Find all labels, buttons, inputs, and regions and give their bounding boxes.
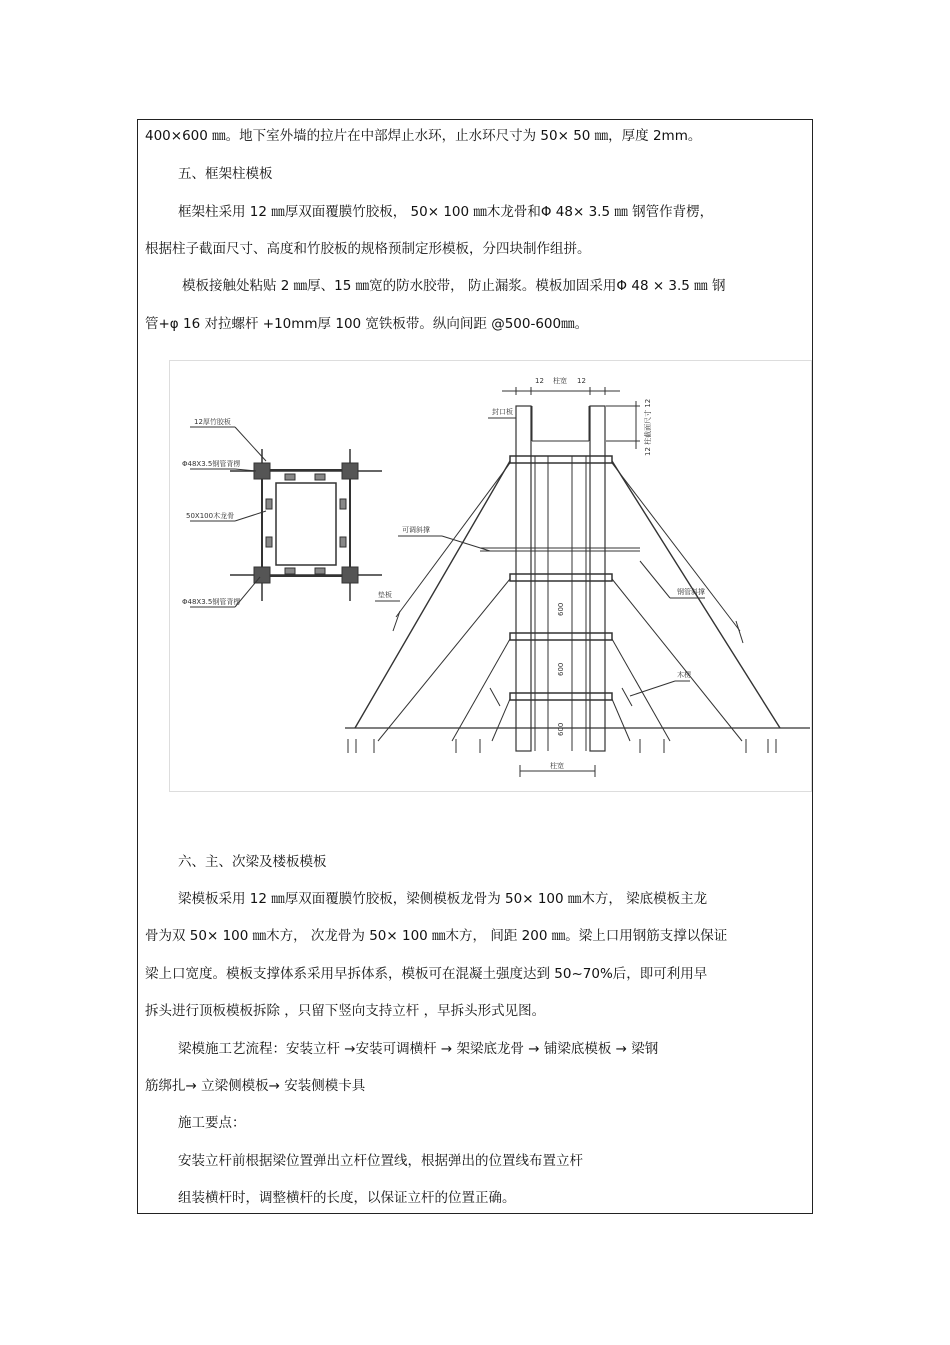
dim-bottom: 柱宽 [550, 762, 564, 770]
text-line: 拆头进行顶板模板拆除 ，只留下竖向支持立杆 ，早拆头形式见图。 [145, 1003, 546, 1019]
text-line: 骨为双 50× 100 ㎜木方， 次龙骨为 50× 100 ㎜木方， 间距 200 ㎜。梁上口用钢筋支撑以保证 [145, 928, 728, 944]
text-line: 400×600 ㎜。地下室外墙的拉片在中部焊止水环，止水环尺寸为 50× 50 ㎜，厚度 2mm。 [145, 128, 702, 144]
dim-top-left: 12 [535, 377, 544, 385]
text-line: 梁模板采用 12 ㎜厚双面覆膜竹胶板，梁侧模板龙骨为 50× 100 ㎜木方， 梁底模板主龙 [178, 891, 708, 907]
plan-label-steel-bottom: Φ48X3.5钢管背楞 [182, 598, 241, 606]
plan-label-keel: 50X100木龙骨 [186, 512, 235, 520]
section-heading: 五、框架柱模板 [178, 166, 273, 182]
text-line: 根据柱子截面尺寸、高度和竹胶板的规格预制定形模板，分四块制作组拼。 [145, 241, 591, 257]
text-line: 安装立杆前根据梁位置弹出立杆位置线，根据弹出的位置线布置立杆 [178, 1153, 583, 1169]
span-label-2: 600 [557, 662, 565, 676]
text-line: 管+φ 16 对拉螺杆 +10mm厚 100 宽铁板带。纵向间距 @500-600㎜。 [145, 316, 589, 332]
text-line: 施工要点： [178, 1115, 246, 1131]
label-foot-pad: 垫板 [378, 591, 392, 599]
plan-label-steel-top: Φ48X3.5钢管背楞 [182, 460, 241, 468]
plan-label-board: 12厚竹胶板 [194, 418, 231, 426]
dim-side: 12 柱截面尺寸 12 [644, 398, 652, 456]
formwork-drawing [170, 361, 811, 791]
label-steel-brace: 钢管斜撑 [677, 588, 705, 596]
dim-top-right: 12 [577, 377, 586, 385]
section-heading: 六、主、次梁及楼板模板 [178, 854, 327, 870]
dim-top-mid: 柱宽 [553, 377, 567, 385]
text-line: 梁上口宽度。模板支撑体系采用早拆体系，模板可在混凝土强度达到 50~70%后，即可利用早 [145, 966, 708, 982]
text-line: 筋绑扎→ 立梁侧模板→ 安装侧模卡具 [145, 1078, 366, 1094]
text-line: 框架柱采用 12 ㎜厚双面覆膜竹胶板， 50× 100 ㎜木龙骨和Φ 48× 3.5 ㎜ 钢管作背楞， [178, 204, 714, 220]
label-wood-keel: 木楞 [677, 671, 691, 679]
text-line: 模板接触处粘贴 2 ㎜厚、15 ㎜宽的防水胶带， 防止漏浆。模板加固采用Φ 48 × 3.5 ㎜ 钢 [182, 278, 726, 294]
span-label-1: 600 [557, 602, 565, 616]
span-label-3: 600 [557, 722, 565, 736]
label-cover-board: 封口板 [492, 408, 513, 416]
text-line: 组装横杆时，调整横杆的长度，以保证立杆的位置正确。 [178, 1190, 516, 1206]
text-line: 梁模施工艺流程：安装立杆 →安装可调横杆 → 架梁底龙骨 → 铺梁底模板 → 梁钢 [178, 1041, 659, 1057]
plan-inner-opening [276, 483, 336, 565]
column-formwork-figure [169, 360, 812, 792]
label-adjustable-brace: 可调斜撑 [402, 526, 430, 534]
plan-outer-board [262, 470, 350, 576]
